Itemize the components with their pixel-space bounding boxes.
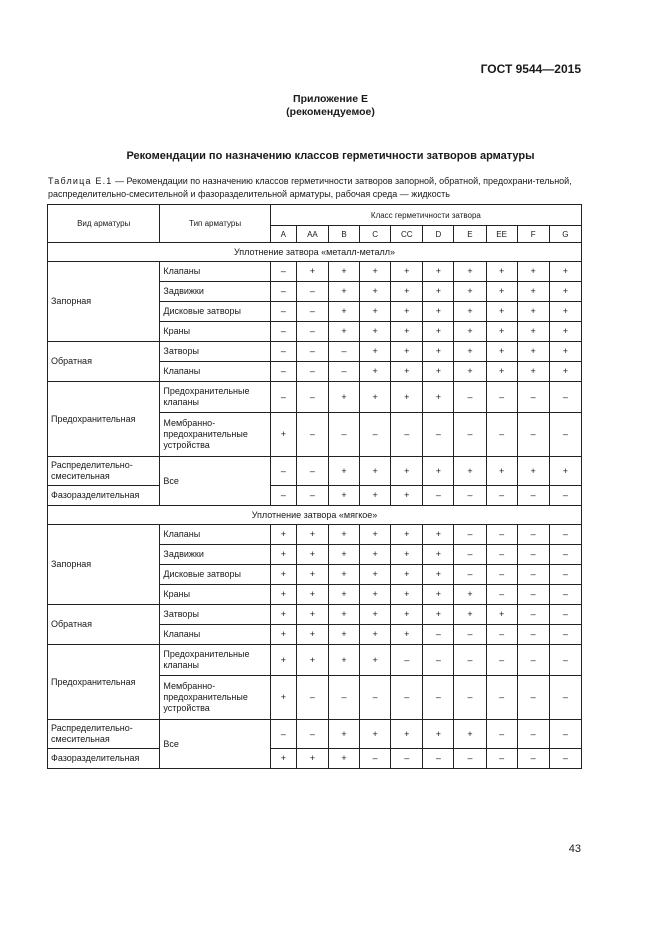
value-cell: + (517, 262, 549, 282)
value-cell: – (391, 749, 423, 769)
value-cell: + (517, 322, 549, 342)
value-cell: + (454, 585, 486, 605)
value-cell: – (517, 585, 549, 605)
column-header-tip: Тип арматуры (160, 205, 270, 243)
value-cell: – (270, 322, 296, 342)
value-cell: + (328, 625, 359, 645)
value-cell: – (486, 545, 517, 565)
value-cell: + (296, 525, 328, 545)
value-cell: + (328, 322, 359, 342)
column-header-vid: Вид арматуры (48, 205, 160, 243)
value-cell: – (328, 413, 359, 457)
value-cell: + (270, 565, 296, 585)
value-cell: + (423, 362, 454, 382)
value-cell: + (549, 362, 581, 382)
value-cell: + (486, 302, 517, 322)
value-cell: – (296, 342, 328, 362)
section-title: Уплотнение затвора «металл-металл» (48, 243, 582, 262)
value-cell: – (296, 676, 328, 720)
value-cell: + (296, 645, 328, 676)
value-cell: + (328, 545, 359, 565)
armature-type: Предохранительные клапаны (160, 645, 270, 676)
value-cell: – (549, 413, 581, 457)
value-cell: – (360, 413, 391, 457)
table-row (48, 525, 582, 545)
value-cell: + (270, 749, 296, 769)
armature-kind: Запорная (48, 525, 160, 605)
value-cell: – (486, 720, 517, 749)
value-cell: + (454, 282, 486, 302)
section-title: Уплотнение затвора «мягкое» (48, 506, 582, 525)
value-cell: + (328, 486, 359, 506)
class-header: CC (391, 226, 423, 243)
class-header: A (270, 226, 296, 243)
value-cell: + (423, 302, 454, 322)
value-cell: + (270, 413, 296, 457)
value-cell: + (486, 282, 517, 302)
value-cell: – (454, 486, 486, 506)
value-cell: – (517, 525, 549, 545)
value-cell: – (549, 486, 581, 506)
armature-kind: Обратная (48, 342, 160, 382)
value-cell: – (296, 457, 328, 486)
value-cell: – (454, 645, 486, 676)
value-cell: – (423, 486, 454, 506)
value-cell: + (360, 362, 391, 382)
value-cell: – (486, 486, 517, 506)
appendix-heading (0, 93, 661, 119)
armature-kind: Предохранительная (48, 645, 160, 720)
value-cell: – (270, 486, 296, 506)
value-cell: + (391, 302, 423, 322)
armature-type: Задвижки (160, 545, 270, 565)
value-cell: + (270, 676, 296, 720)
document-title: Рекомендации по назначению классов герметичности затворов арматуры (126, 150, 535, 162)
value-cell: + (391, 342, 423, 362)
value-cell: + (423, 720, 454, 749)
value-cell: – (517, 605, 549, 625)
table-caption-text: — Рекомендации по назначению классов герметичности затворов запорной, обратной, предохрани-тельной, распределительно-смесительной и фазоразделительной арматуры, рабочая среда — жидкость (48, 176, 572, 199)
value-cell: + (391, 565, 423, 585)
value-cell: – (517, 645, 549, 676)
armature-type: Краны (160, 322, 270, 342)
value-cell: – (549, 645, 581, 676)
value-cell: – (549, 625, 581, 645)
appendix-title: Приложение Е (293, 93, 368, 105)
armature-type: Мембранно-предохранительные устройства (160, 413, 270, 457)
value-cell: – (454, 676, 486, 720)
armature-type: Затворы (160, 342, 270, 362)
value-cell: + (296, 605, 328, 625)
value-cell: + (328, 645, 359, 676)
armature-kind: Запорная (48, 262, 160, 342)
value-cell: – (270, 282, 296, 302)
value-cell: + (549, 342, 581, 362)
value-cell: + (549, 262, 581, 282)
value-cell: – (423, 749, 454, 769)
value-cell: + (328, 262, 359, 282)
armature-kind: Обратная (48, 605, 160, 645)
value-cell: – (270, 457, 296, 486)
class-header: G (549, 226, 581, 243)
value-cell: + (391, 486, 423, 506)
armature-kind: Распределительно-смесительная (48, 457, 160, 486)
value-cell: – (270, 720, 296, 749)
value-cell: + (360, 282, 391, 302)
value-cell: – (517, 625, 549, 645)
value-cell: – (296, 302, 328, 322)
armature-type: Задвижки (160, 282, 270, 302)
value-cell: + (360, 565, 391, 585)
value-cell: + (270, 605, 296, 625)
value-cell: + (391, 322, 423, 342)
class-header: C (360, 226, 391, 243)
armature-type: Предохранительные клапаны (160, 382, 270, 413)
value-cell: + (360, 262, 391, 282)
value-cell: – (296, 322, 328, 342)
page-number: 43 (568, 843, 581, 855)
value-cell: – (328, 676, 359, 720)
table-row (48, 262, 582, 282)
value-cell: – (454, 749, 486, 769)
value-cell: + (296, 585, 328, 605)
value-cell: + (328, 565, 359, 585)
value-cell: + (391, 282, 423, 302)
value-cell: – (549, 749, 581, 769)
value-cell: + (391, 382, 423, 413)
value-cell: + (270, 525, 296, 545)
armature-type: Клапаны (160, 362, 270, 382)
value-cell: – (296, 486, 328, 506)
value-cell: + (454, 342, 486, 362)
value-cell: + (328, 382, 359, 413)
table-row (48, 342, 582, 362)
value-cell: – (517, 382, 549, 413)
recommendation-table (47, 204, 582, 769)
value-cell: + (328, 605, 359, 625)
value-cell: + (328, 457, 359, 486)
value-cell: + (549, 302, 581, 322)
value-cell: – (517, 413, 549, 457)
value-cell: + (454, 322, 486, 342)
table-row (48, 605, 582, 625)
value-cell: – (486, 565, 517, 585)
value-cell: – (549, 565, 581, 585)
value-cell: – (423, 413, 454, 457)
value-cell: + (270, 645, 296, 676)
value-cell: + (486, 262, 517, 282)
class-header: EE (486, 226, 517, 243)
value-cell: + (391, 262, 423, 282)
value-cell: – (270, 302, 296, 322)
class-header: D (423, 226, 454, 243)
value-cell: + (328, 749, 359, 769)
armature-kind: Фазоразделительная (48, 749, 160, 769)
class-header: E (454, 226, 486, 243)
value-cell: + (391, 362, 423, 382)
value-cell: + (517, 457, 549, 486)
armature-type: Все (160, 457, 270, 506)
value-cell: + (423, 585, 454, 605)
value-cell: + (454, 605, 486, 625)
value-cell: – (549, 545, 581, 565)
value-cell: + (549, 282, 581, 302)
value-cell: + (454, 302, 486, 322)
value-cell: + (454, 262, 486, 282)
value-cell: – (486, 749, 517, 769)
table-row (48, 749, 582, 769)
value-cell: + (423, 262, 454, 282)
armature-kind: Предохранительная (48, 382, 160, 457)
value-cell: – (454, 565, 486, 585)
armature-kind: Распределительно-смесительная (48, 720, 160, 749)
armature-type: Дисковые затворы (160, 565, 270, 585)
table-row (48, 486, 582, 506)
value-cell: – (549, 720, 581, 749)
value-cell: + (360, 525, 391, 545)
value-cell: – (270, 362, 296, 382)
value-cell: + (423, 545, 454, 565)
value-cell: + (296, 625, 328, 645)
value-cell: + (423, 525, 454, 545)
value-cell: + (360, 486, 391, 506)
value-cell: – (296, 720, 328, 749)
value-cell: + (423, 565, 454, 585)
value-cell: – (517, 565, 549, 585)
value-cell: – (328, 362, 359, 382)
value-cell: – (296, 362, 328, 382)
value-cell: + (360, 302, 391, 322)
value-cell: – (517, 545, 549, 565)
value-cell: + (296, 262, 328, 282)
value-cell: – (391, 676, 423, 720)
table-row (48, 205, 582, 226)
value-cell: – (549, 585, 581, 605)
value-cell: – (423, 645, 454, 676)
appendix-subtitle: (рекомендуемое) (286, 106, 375, 118)
table-row (48, 457, 582, 486)
value-cell: + (360, 585, 391, 605)
value-cell: – (454, 382, 486, 413)
value-cell: – (549, 605, 581, 625)
value-cell: + (423, 457, 454, 486)
value-cell: + (486, 457, 517, 486)
class-header: B (328, 226, 359, 243)
table-caption-label: Таблица Е.1 (48, 176, 113, 186)
value-cell: + (486, 605, 517, 625)
value-cell: + (360, 605, 391, 625)
value-cell: – (423, 625, 454, 645)
value-cell: + (486, 342, 517, 362)
value-cell: + (391, 545, 423, 565)
value-cell: – (296, 282, 328, 302)
value-cell: – (486, 585, 517, 605)
value-cell: + (391, 585, 423, 605)
armature-type: Все (160, 720, 270, 769)
armature-type: Краны (160, 585, 270, 605)
value-cell: + (517, 302, 549, 322)
armature-type: Затворы (160, 605, 270, 625)
value-cell: – (360, 676, 391, 720)
value-cell: – (486, 413, 517, 457)
armature-type: Клапаны (160, 625, 270, 645)
column-header-class: Класс герметичности затвора (270, 205, 581, 226)
value-cell: – (454, 413, 486, 457)
value-cell: – (454, 525, 486, 545)
value-cell: + (328, 282, 359, 302)
value-cell: – (486, 676, 517, 720)
value-cell: + (517, 282, 549, 302)
value-cell: + (423, 342, 454, 362)
value-cell: + (517, 342, 549, 362)
table-row (48, 243, 582, 262)
armature-type: Клапаны (160, 525, 270, 545)
value-cell: – (360, 749, 391, 769)
value-cell: – (423, 676, 454, 720)
value-cell: – (270, 382, 296, 413)
armature-type: Клапаны (160, 262, 270, 282)
value-cell: – (296, 382, 328, 413)
value-cell: + (270, 625, 296, 645)
table-row (48, 506, 582, 525)
value-cell: + (391, 525, 423, 545)
value-cell: + (296, 565, 328, 585)
value-cell: – (296, 413, 328, 457)
value-cell: – (486, 525, 517, 545)
value-cell: – (486, 645, 517, 676)
value-cell: + (270, 545, 296, 565)
value-cell: + (391, 625, 423, 645)
value-cell: + (360, 342, 391, 362)
value-cell: – (454, 545, 486, 565)
value-cell: + (517, 362, 549, 382)
table-row (48, 382, 582, 413)
value-cell: + (391, 605, 423, 625)
value-cell: – (328, 342, 359, 362)
value-cell: – (517, 720, 549, 749)
value-cell: + (360, 720, 391, 749)
armature-type: Мембранно-предохранительные устройства (160, 676, 270, 720)
value-cell: – (549, 676, 581, 720)
value-cell: + (486, 362, 517, 382)
value-cell: – (454, 625, 486, 645)
value-cell: – (517, 486, 549, 506)
value-cell: + (328, 720, 359, 749)
value-cell: + (391, 457, 423, 486)
value-cell: – (486, 625, 517, 645)
value-cell: + (423, 322, 454, 342)
value-cell: + (360, 645, 391, 676)
value-cell: – (270, 262, 296, 282)
value-cell: – (549, 525, 581, 545)
value-cell: – (486, 382, 517, 413)
value-cell: + (328, 585, 359, 605)
value-cell: + (549, 322, 581, 342)
value-cell: + (360, 322, 391, 342)
value-cell: + (454, 720, 486, 749)
value-cell: – (391, 645, 423, 676)
value-cell: + (328, 302, 359, 322)
value-cell: – (517, 749, 549, 769)
value-cell: – (391, 413, 423, 457)
value-cell: + (328, 525, 359, 545)
value-cell: + (296, 749, 328, 769)
value-cell: + (423, 605, 454, 625)
value-cell: – (549, 382, 581, 413)
value-cell: + (360, 457, 391, 486)
value-cell: + (391, 720, 423, 749)
class-header: AA (296, 226, 328, 243)
armature-kind: Фазоразделительная (48, 486, 160, 506)
value-cell: + (296, 545, 328, 565)
class-header: F (517, 226, 549, 243)
value-cell: + (423, 282, 454, 302)
value-cell: + (454, 457, 486, 486)
value-cell: + (270, 585, 296, 605)
table-caption (48, 175, 588, 200)
value-cell: + (549, 457, 581, 486)
value-cell: + (454, 362, 486, 382)
standard-number: ГОСТ 9544—2015 (480, 62, 581, 76)
table-row (48, 720, 582, 749)
value-cell: + (360, 382, 391, 413)
table-row (48, 645, 582, 676)
value-cell: – (517, 676, 549, 720)
value-cell: + (360, 545, 391, 565)
armature-type: Дисковые затворы (160, 302, 270, 322)
value-cell: + (423, 382, 454, 413)
value-cell: + (360, 625, 391, 645)
value-cell: – (270, 342, 296, 362)
value-cell: + (486, 322, 517, 342)
